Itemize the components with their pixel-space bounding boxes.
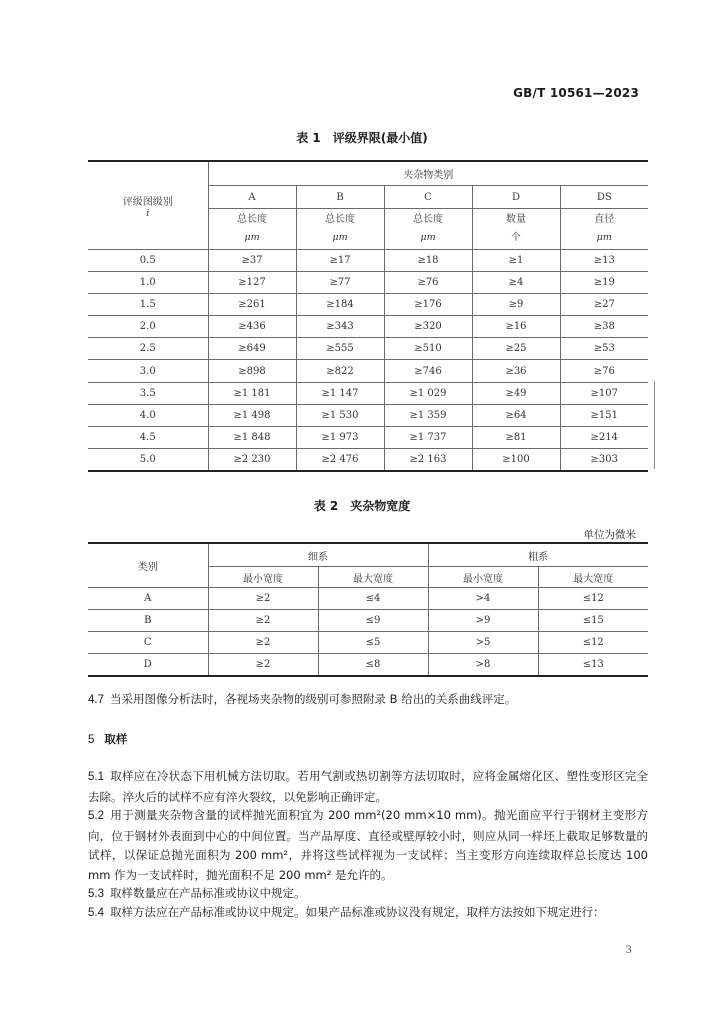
- value-cell: ≥320: [384, 316, 472, 338]
- quantity-label: 总长度: [325, 214, 355, 225]
- value-cell: ≥38: [560, 316, 648, 338]
- column-quantity: [384, 209, 472, 250]
- value-cell: ≥127: [208, 272, 296, 294]
- subheader-cell: 最小宽度: [208, 567, 318, 588]
- value-cell: ≥1 848: [208, 426, 296, 448]
- value-cell: >5: [428, 632, 538, 654]
- level-cell: 3.0: [88, 360, 208, 382]
- value-cell: ≥1 530: [296, 404, 384, 426]
- table-row: [88, 448, 648, 471]
- table-row: [88, 382, 648, 404]
- column-code: DS: [560, 186, 648, 209]
- value-cell: ≤12: [538, 632, 648, 654]
- level-cell: 4.0: [88, 404, 208, 426]
- value-cell: ≤8: [318, 654, 428, 677]
- value-cell: ≥2 476: [296, 448, 384, 471]
- thin-series-header: 细系: [208, 543, 428, 567]
- table1-title: 表 1 评级界限(最小值): [296, 131, 428, 145]
- standard-number: GB/T 10561—2023: [513, 86, 639, 100]
- value-cell: ≥1 973: [296, 426, 384, 448]
- value-cell: ≥18: [384, 250, 472, 272]
- value-cell: >9: [428, 610, 538, 632]
- clause-5-2: [88, 806, 648, 885]
- subheader-cell: 最大宽度: [538, 567, 648, 588]
- inclusion-category-header: 夹杂物类别: [208, 161, 648, 186]
- value-cell: ≥27: [560, 294, 648, 316]
- value-cell: ≥2 230: [208, 448, 296, 471]
- table-row: [88, 404, 648, 426]
- clause-number: 5.1: [88, 771, 104, 783]
- subheader-cell: 最大宽度: [318, 567, 428, 588]
- row-header-symbol: i: [146, 207, 150, 219]
- level-cell: 4.5: [88, 426, 208, 448]
- section-5-heading: [88, 730, 648, 751]
- column-quantity: [560, 209, 648, 250]
- column-code: C: [384, 186, 472, 209]
- value-cell: ≥64: [472, 404, 560, 426]
- heavy-series-header: 粗系: [428, 543, 648, 567]
- value-cell: ≤12: [538, 588, 648, 610]
- table-row: [88, 250, 648, 272]
- value-cell: ≥746: [384, 360, 472, 382]
- value-cell: ≥77: [296, 272, 384, 294]
- page-number: 3: [625, 945, 632, 956]
- unit-label: μm: [332, 232, 348, 243]
- value-cell: ≤5: [318, 632, 428, 654]
- section-title: 取样: [104, 732, 128, 746]
- clause-text: 取样方法应在产品标准或协议中规定。如果产品标准或协议没有规定，取样方法按如下规定进行：: [110, 905, 605, 919]
- table-row: [88, 654, 648, 677]
- table-row: [88, 316, 648, 338]
- value-cell: ≤4: [318, 588, 428, 610]
- level-cell: 0.5: [88, 250, 208, 272]
- clause-number: 5.2: [88, 810, 104, 822]
- value-cell: ≥649: [208, 338, 296, 360]
- category-header: 类别: [88, 543, 208, 588]
- table-row: [88, 632, 648, 654]
- value-cell: ≥1 498: [208, 404, 296, 426]
- value-cell: ≤13: [538, 654, 648, 677]
- clause-text: 取样数量应在产品标准或协议中规定。: [110, 886, 306, 900]
- clause-5-1: [88, 767, 648, 807]
- table2-title: 表 2 夹杂物宽度: [313, 499, 411, 513]
- value-cell: >4: [428, 588, 538, 610]
- value-cell: ≥2 163: [384, 448, 472, 471]
- table-row: [88, 272, 648, 294]
- quantity-label: 直径: [594, 214, 615, 225]
- level-cell: 1.5: [88, 294, 208, 316]
- value-cell: ≥1 029: [384, 382, 472, 404]
- value-cell: ≥1 737: [384, 426, 472, 448]
- value-cell: ≥17: [296, 250, 384, 272]
- quantity-label: 总长度: [413, 214, 443, 225]
- clause-text: 当采用图像分析法时，各视场夹杂物的级别可参照附录 B 给出的关系曲线评定。: [110, 692, 517, 706]
- column-quantity: [208, 209, 296, 250]
- value-cell: ≤15: [538, 610, 648, 632]
- value-cell: ≥76: [560, 360, 648, 382]
- row-header-label: 评级图级别: [122, 196, 173, 208]
- category-cell: D: [88, 654, 208, 677]
- category-cell: C: [88, 632, 208, 654]
- value-cell: ≥49: [472, 382, 560, 404]
- category-cell: A: [88, 588, 208, 610]
- clause-text: 取样应在冷状态下用机械方法切取。若用气割或热切割等方法切取时，应将金属熔化区、塑性变形区完全去除。淬火后的试样不应有淬火裂纹，以免影响正确评定。: [88, 769, 648, 804]
- value-cell: ≤9: [318, 610, 428, 632]
- value-cell: ≥1 147: [296, 382, 384, 404]
- table-row: [88, 338, 648, 360]
- value-cell: >8: [428, 654, 538, 677]
- value-cell: ≥107: [560, 382, 648, 404]
- value-cell: ≥2: [208, 588, 318, 610]
- table-row: [88, 588, 648, 610]
- rating-limits-table: [88, 160, 648, 472]
- value-cell: ≥9: [472, 294, 560, 316]
- clause-4-7: [88, 690, 648, 711]
- table-row: [88, 426, 648, 448]
- column-code: D: [472, 186, 560, 209]
- value-cell: ≥2: [208, 610, 318, 632]
- inclusion-width-table: [88, 542, 648, 677]
- table-row: [88, 360, 648, 382]
- value-cell: ≥37: [208, 250, 296, 272]
- value-cell: ≥16: [472, 316, 560, 338]
- column-code: A: [208, 186, 296, 209]
- table-row: [88, 610, 648, 632]
- unit-label: 个: [511, 232, 521, 243]
- column-quantity: [472, 209, 560, 250]
- value-cell: ≥4: [472, 272, 560, 294]
- unit-label: μm: [420, 232, 436, 243]
- quantity-label: 总长度: [237, 214, 267, 225]
- value-cell: ≥1 359: [384, 404, 472, 426]
- level-cell: 1.0: [88, 272, 208, 294]
- value-cell: ≥100: [472, 448, 560, 471]
- level-cell: 3.5: [88, 382, 208, 404]
- value-cell: ≥2: [208, 632, 318, 654]
- value-cell: ≥176: [384, 294, 472, 316]
- quantity-label: 数量: [506, 214, 526, 225]
- clause-number: 5.3: [88, 888, 104, 900]
- value-cell: ≥214: [560, 426, 648, 448]
- unit-label: μm: [596, 232, 612, 243]
- column-quantity: [296, 209, 384, 250]
- clause-text: 用于测量夹杂物含量的试样抛光面积宜为 200 mm²(20 mm×10 mm)。抛光面应平行于钢材主变形方向，位于钢材外表面到中心的中间位置。当产品厚度、直径或壁厚较小时，则应从同一样坯上截取足够数量的试样，以保证总抛光面积为 200 mm²，并将这些试样视为一支试样；当主变形方向连续取样总长度达 100 mm 作为一支试样时，抛光面积不足 200 mm² 是允许的。: [88, 808, 648, 882]
- value-cell: ≥25: [472, 338, 560, 360]
- level-cell: 2.0: [88, 316, 208, 338]
- value-cell: ≥822: [296, 360, 384, 382]
- unit-label: μm: [244, 232, 260, 243]
- value-cell: ≥36: [472, 360, 560, 382]
- value-cell: ≥1 181: [208, 382, 296, 404]
- row-header-cell: [88, 161, 208, 250]
- level-cell: 2.5: [88, 338, 208, 360]
- value-cell: ≥13: [560, 250, 648, 272]
- category-cell: B: [88, 610, 208, 632]
- value-cell: ≥261: [208, 294, 296, 316]
- value-cell: ≥151: [560, 404, 648, 426]
- value-cell: ≥76: [384, 272, 472, 294]
- value-cell: ≥555: [296, 338, 384, 360]
- clause-number: 5.4: [88, 907, 104, 919]
- table2-unit-note: 单位为微米: [583, 529, 636, 541]
- value-cell: ≥510: [384, 338, 472, 360]
- clause-5-3: [88, 884, 648, 905]
- clause-number: 4.7: [88, 694, 104, 706]
- section-number: 5: [88, 734, 95, 746]
- value-cell: ≥184: [296, 294, 384, 316]
- margin-rule: [654, 381, 655, 469]
- column-code: B: [296, 186, 384, 209]
- level-cell: 5.0: [88, 448, 208, 471]
- value-cell: ≥898: [208, 360, 296, 382]
- value-cell: ≥81: [472, 426, 560, 448]
- value-cell: ≥19: [560, 272, 648, 294]
- subheader-cell: 最小宽度: [428, 567, 538, 588]
- value-cell: ≥1: [472, 250, 560, 272]
- value-cell: ≥53: [560, 338, 648, 360]
- value-cell: ≥303: [560, 448, 648, 471]
- clause-5-4: [88, 903, 648, 924]
- table-row: [88, 294, 648, 316]
- value-cell: ≥343: [296, 316, 384, 338]
- value-cell: ≥436: [208, 316, 296, 338]
- value-cell: ≥2: [208, 654, 318, 677]
